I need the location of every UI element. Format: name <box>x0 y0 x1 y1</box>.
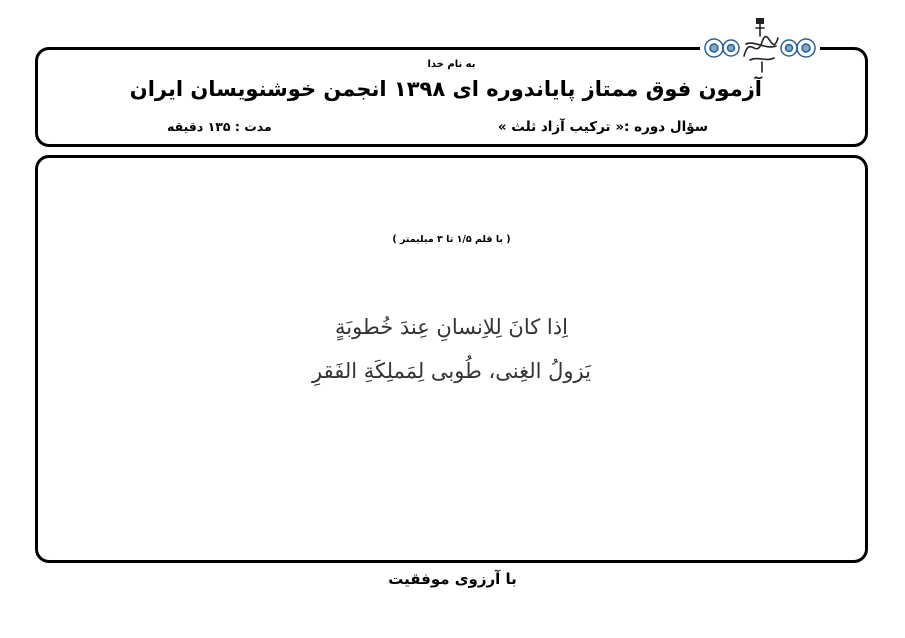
association-logo-icon <box>700 14 820 76</box>
course-question: سؤال دوره :« ترکیب آزاد ثلث » <box>497 119 708 135</box>
verse-line-2: یَزولُ الغِنی، طُوبی لِمَملِکَةِ الفَقرِ <box>312 359 591 383</box>
logo-graphic <box>700 14 820 76</box>
verse-line-1: اِذا کانَ لِلاِنسانِ عِندَ خُطوبَةٍ <box>335 315 568 339</box>
pen-size-note: ( با قلم ۱/۵ تا ۳ میلیمتر ) <box>392 234 511 245</box>
bismillah-text: به نام خدا <box>427 59 476 70</box>
exam-title: آزمون فوق ممتاز پایاندوره ای ۱۳۹۸ انجمن خوشنویسان ایران <box>129 77 762 101</box>
exam-duration: مدت : ۱۳۵ دقیقه <box>167 119 272 134</box>
question-panel <box>35 155 868 563</box>
closing-wish: با آرزوی موفقیت <box>388 570 517 588</box>
